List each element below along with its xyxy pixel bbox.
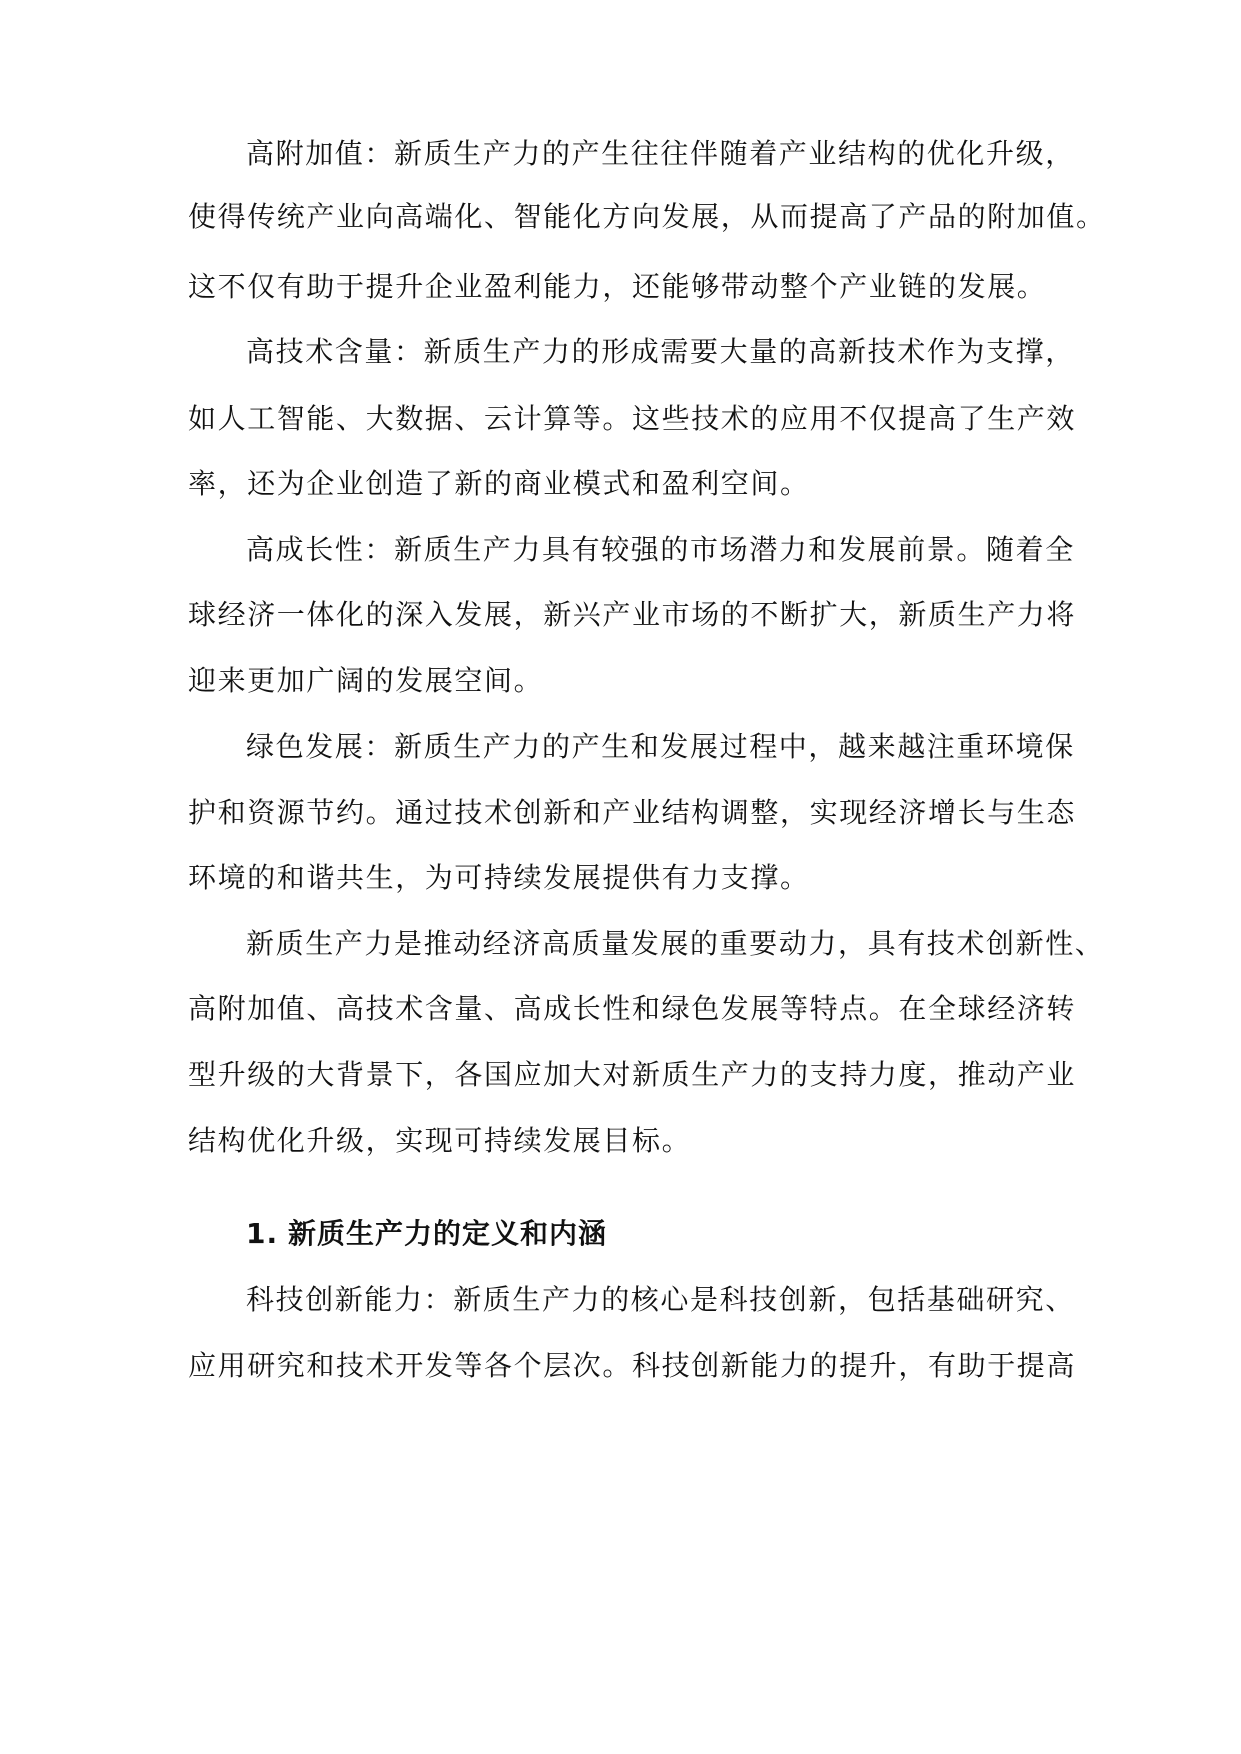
paragraph-line: 护和资源节约。通过技术创新和产业结构调整，实现经济增长与生态 [188, 796, 1077, 829]
paragraph-line: 型升级的大背景下，各国应加大对新质生产力的支持力度，推动产业 [188, 1058, 1077, 1091]
paragraph-line: 新质生产力是推动经济高质量发展的重要动力，具有技术创新性、 [246, 927, 1105, 960]
paragraph-line: 迎来更加广阔的发展空间。 [188, 664, 544, 697]
paragraph-line: 如人工智能、大数据、云计算等。这些技术的应用不仅提高了生产效 [188, 402, 1077, 435]
paragraph-line: 率，还为企业创造了新的商业模式和盈利空间。 [188, 467, 810, 500]
section-heading-number: 1. [246, 1217, 279, 1250]
paragraph-line: 球经济一体化的深入发展，新兴产业市场的不断扩大，新质生产力将 [188, 598, 1077, 631]
paragraph-line: 高附加值：新质生产力的产生往往伴随着产业结构的优化升级， [246, 137, 1075, 170]
paragraph-line: 高技术含量：新质生产力的形成需要大量的高新技术作为支撑， [246, 335, 1075, 368]
paragraph-line: 使得传统产业向高端化、智能化方向发展，从而提高了产品的附加值。 [188, 200, 1106, 233]
paragraph-line: 高成长性：新质生产力具有较强的市场潜力和发展前景。随着全 [246, 533, 1075, 566]
paragraph-line: 这不仅有助于提升企业盈利能力，还能够带动整个产业链的发展。 [188, 270, 1047, 303]
paragraph-line: 环境的和谐共生，为可持续发展提供有力支撑。 [188, 861, 810, 894]
section-heading-title: 新质生产力的定义和内涵 [288, 1217, 608, 1250]
paragraph-line: 应用研究和技术开发等各个层次。科技创新能力的提升，有助于提高 [188, 1349, 1077, 1382]
paragraph-line: 高附加值、高技术含量、高成长性和绿色发展等特点。在全球经济转 [188, 992, 1077, 1025]
section-heading [246, 1217, 607, 1251]
paragraph-line: 结构优化升级，实现可持续发展目标。 [188, 1124, 692, 1157]
paragraph-line: 科技创新能力：新质生产力的核心是科技创新，包括基础研究、 [246, 1283, 1075, 1316]
paragraph-line: 绿色发展：新质生产力的产生和发展过程中，越来越注重环境保 [246, 730, 1075, 763]
